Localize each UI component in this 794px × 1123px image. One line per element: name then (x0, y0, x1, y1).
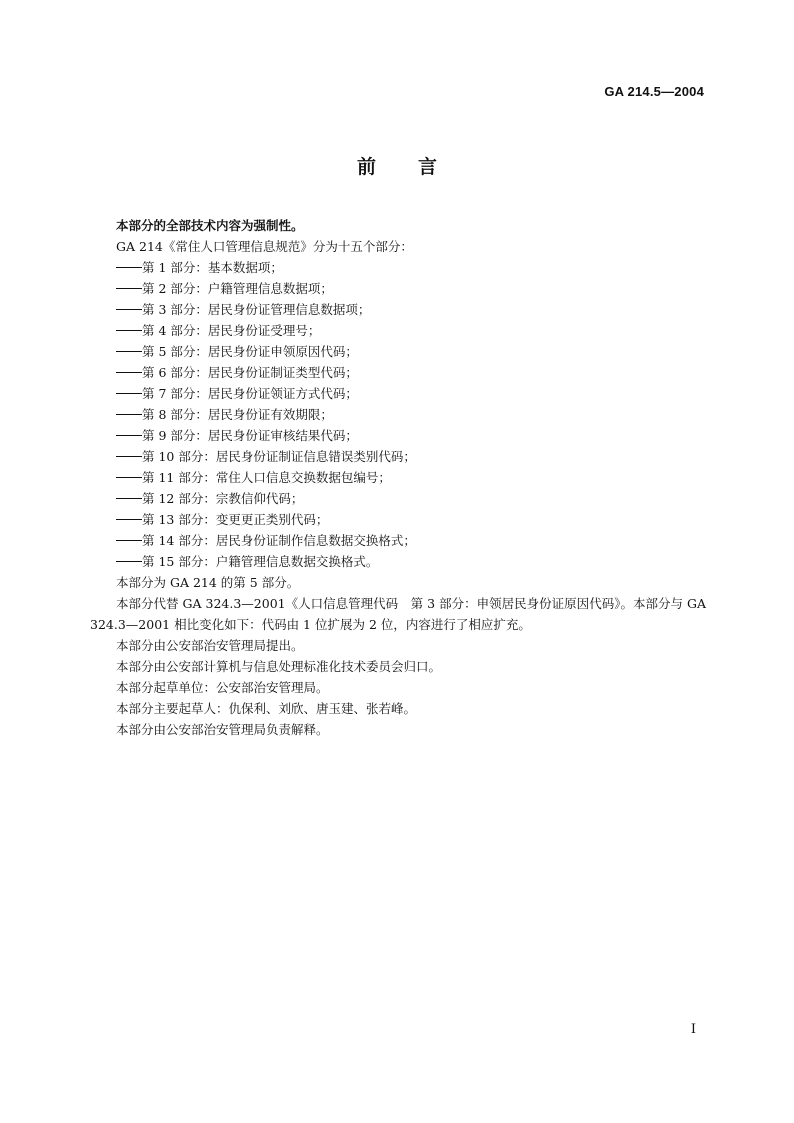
list-item (90, 362, 706, 383)
list-item-text: 第 15 部分：户籍管理信息数据交换格式。 (142, 554, 379, 569)
list-item (90, 509, 706, 530)
dash-mark (116, 414, 142, 415)
foreword-body (90, 215, 706, 740)
list-item (90, 278, 706, 299)
standard-code: GA 214.5—2004 (604, 84, 704, 99)
list-item-text: 第 9 部分：居民身份证审核结果代码； (142, 428, 358, 443)
dash-mark (116, 309, 142, 310)
list-item-text: 第 8 部分：居民身份证有效期限； (142, 407, 333, 422)
list-item-text: 第 13 部分：变更更正类别代码； (142, 512, 329, 527)
dash-mark (116, 540, 142, 541)
list-item-text: 第 11 部分：常住人口信息交换数据包编号； (142, 470, 391, 485)
list-item-text: 第 3 部分：居民身份证管理信息数据项； (142, 302, 371, 317)
paragraph: 本部分由公安部治安管理局负责解释。 (116, 722, 329, 737)
list-item (90, 383, 706, 404)
paragraph: 本部分为 GA 214 的第 5 部分。 (116, 575, 300, 590)
list-item-text: 第 6 部分：居民身份证制证类型代码； (142, 365, 358, 380)
paragraph: 本部分由公安部计算机与信息处理标准化技术委员会归口。 (116, 659, 442, 674)
list-item (90, 341, 706, 362)
list-item-text: 第 5 部分：居民身份证申领原因代码； (142, 344, 358, 359)
list-item (90, 320, 706, 341)
list-item (90, 425, 706, 446)
dash-mark (116, 456, 142, 457)
dash-mark (116, 561, 142, 562)
dash-mark (116, 519, 142, 520)
paragraph: GA 214《常住人口管理信息规范》分为十五个部分： (116, 239, 413, 254)
list-item (90, 446, 706, 467)
dash-mark (116, 393, 142, 394)
list-item-text: 第 2 部分：户籍管理信息数据项； (142, 281, 333, 296)
page-number: I (690, 1022, 696, 1037)
page-title: 前言 (356, 156, 479, 178)
paragraph: 本部分主要起草人：仇保利、刘欣、唐玉建、张若峰。 (116, 701, 417, 716)
dash-mark (116, 288, 142, 289)
dash-mark (116, 267, 142, 268)
paragraph: 本部分代替 GA 324.3—2001《人口信息管理代码 第 3 部分：申领居民身份证原因代码》。本部分与 GA 324.3—2001 相比变化如下：代码由 1 位扩展为 2 位，内容进行了相应扩充。 (90, 596, 706, 632)
list-item-text: 第 10 部分：居民身份证制证信息错误类别代码； (142, 449, 416, 464)
list-item-text: 第 4 部分：居民身份证受理号； (142, 323, 321, 338)
list-item (90, 551, 706, 572)
list-item (90, 404, 706, 425)
list-item (90, 467, 706, 488)
list-item (90, 299, 706, 320)
paragraph: 本部分由公安部治安管理局提出。 (116, 638, 304, 653)
dash-mark (116, 351, 142, 352)
dash-mark (116, 372, 142, 373)
list-item-text: 第 14 部分：居民身份证制作信息数据交换格式； (142, 533, 416, 548)
dash-mark (116, 435, 142, 436)
dash-mark (116, 477, 142, 478)
dash-mark (116, 330, 142, 331)
dash-mark (116, 498, 142, 499)
paragraph: 本部分的全部技术内容为强制性。 (116, 218, 304, 233)
list-item (90, 530, 706, 551)
list-item-text: 第 7 部分：居民身份证领证方式代码； (142, 386, 358, 401)
list-item-text: 第 1 部分：基本数据项； (142, 260, 283, 275)
list-item (90, 257, 706, 278)
paragraph: 本部分起草单位：公安部治安管理局。 (116, 680, 329, 695)
list-item (90, 488, 706, 509)
list-item-text: 第 12 部分：宗教信仰代码； (142, 491, 304, 506)
